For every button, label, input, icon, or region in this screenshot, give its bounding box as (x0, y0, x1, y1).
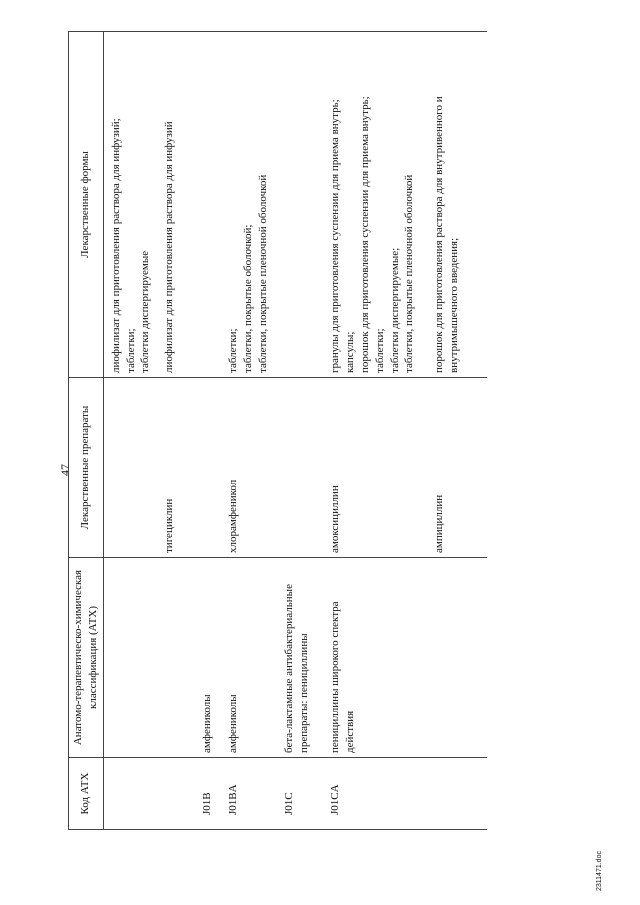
header-drugs: Лекарственные препараты (69, 378, 104, 558)
classification-cell: амфениколы (221, 558, 277, 758)
table-row (195, 32, 221, 830)
classification-cell (103, 558, 157, 758)
form-item: таблетки, покрытые пленочной оболочкой (403, 174, 416, 373)
table-row (103, 32, 157, 830)
drug-cell: тигециклин (157, 378, 195, 558)
forms-cell (221, 32, 277, 378)
atx-code-cell: J01C (277, 758, 323, 830)
drug-cell (277, 378, 323, 558)
form-item: таблетки; (373, 328, 386, 373)
classification-cell (427, 558, 487, 758)
form-item: капсулы; (344, 331, 357, 373)
drug-cell: ампициллин (427, 378, 487, 558)
forms-cell (277, 32, 323, 378)
forms-cell (157, 32, 195, 378)
form-item: гранулы для приготовления суспензии для приема внутрь; (329, 99, 342, 373)
table-row (157, 32, 195, 830)
classification-cell (157, 558, 195, 758)
atx-code-cell: J01BA (221, 758, 277, 830)
atx-code-cell (427, 758, 487, 830)
drug-cell: амоксициллин (323, 378, 427, 558)
drug-cell (103, 378, 157, 558)
forms-cell (427, 32, 487, 378)
classification-cell: пенициллины широкого спектра действия (323, 558, 427, 758)
header-classification: Анатомо-терапевтическо-химическая классификация (АТХ) (69, 558, 104, 758)
table-row (277, 32, 323, 830)
table-header-row (69, 32, 104, 830)
atx-code-cell (103, 758, 157, 830)
atx-code-cell: J01B (195, 758, 221, 830)
classification-cell: бета-лактамные антибактериальные препараты: пенициллины (277, 558, 323, 758)
table-row (427, 32, 487, 830)
atx-code-cell (157, 758, 195, 830)
form-item: таблетки диспергируемые; (388, 247, 401, 373)
table-row (323, 32, 427, 830)
header-forms: Лекарственные формы (69, 32, 104, 378)
atx-code-cell: J01CA (323, 758, 427, 830)
form-item: порошок для приготовления раствора для внутривенного и внутримышечного введения; (433, 96, 461, 373)
form-item: лиофилизат для приготовления раствора для инфузий; (109, 118, 122, 373)
table-row (221, 32, 277, 830)
header-code: Код АТХ (69, 758, 104, 830)
atx-table (68, 31, 488, 830)
page-number: 47 (58, 464, 72, 476)
drug-cell (195, 378, 221, 558)
forms-cell (103, 32, 157, 378)
form-item: таблетки, покрытые пленочной оболочкой (256, 174, 269, 373)
classification-cell: амфениколы (195, 558, 221, 758)
form-item: таблетки, покрытые оболочкой; (242, 224, 255, 373)
form-item: таблетки диспергируемые (139, 250, 152, 373)
drug-cell: хлорамфеникол (221, 378, 277, 558)
form-item: лиофилизат для приготовления раствора для инфузий (163, 121, 176, 373)
forms-cell (195, 32, 221, 378)
file-name-note: 2311471.doc (596, 851, 603, 891)
form-item: таблетки; (124, 328, 137, 373)
forms-cell (323, 32, 427, 378)
form-item: порошок для приготовления суспензии для приема внутрь; (358, 96, 371, 373)
form-item: таблетки; (227, 328, 240, 373)
